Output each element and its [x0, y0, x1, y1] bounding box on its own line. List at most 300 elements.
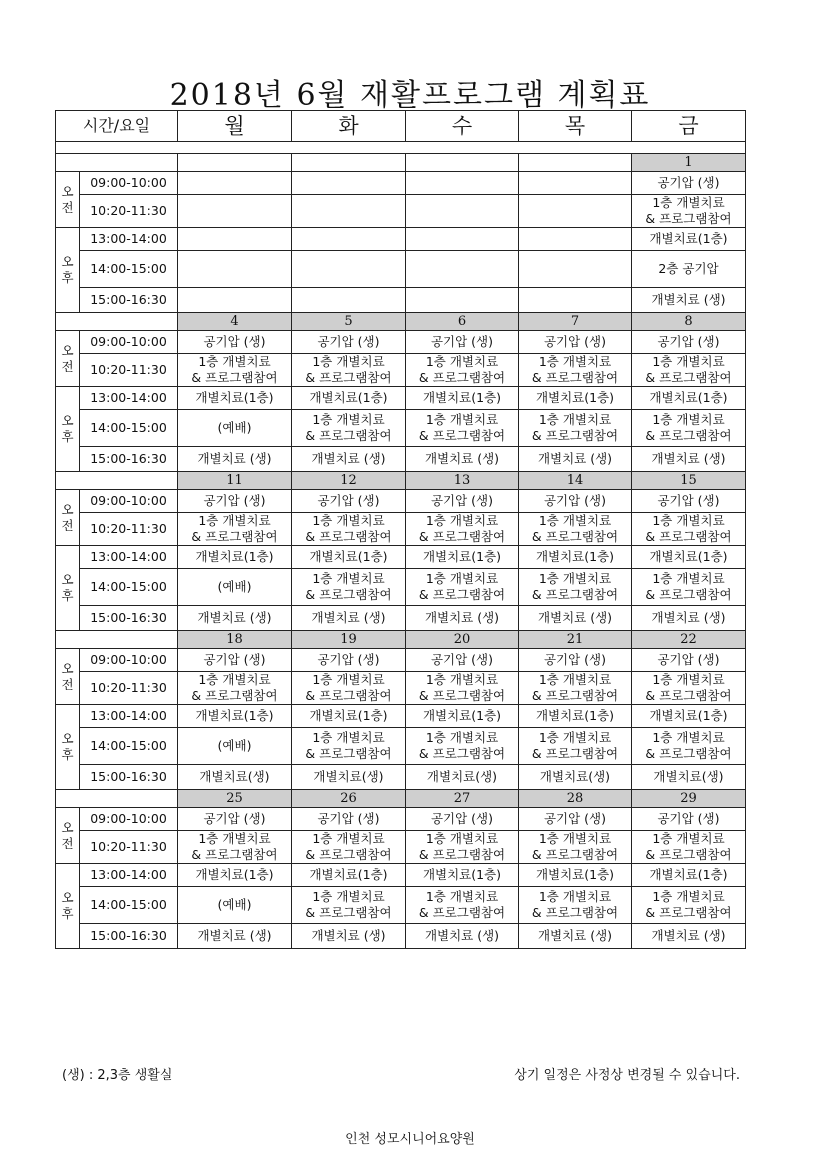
time-slot: 13:00-14:00	[80, 387, 178, 410]
program-text: 개별치료 (생)	[651, 928, 726, 943]
program-text: 1층 개별치료	[312, 889, 385, 904]
program-text: & 프로그램참여	[191, 529, 278, 544]
program-cell	[178, 410, 292, 447]
program-cell	[632, 728, 746, 765]
program-cell	[406, 288, 519, 313]
program-text: (예배)	[217, 897, 252, 912]
program-text: 1층 개별치료	[312, 730, 385, 745]
period-char: 오	[61, 660, 74, 676]
program-cell	[178, 447, 292, 472]
program-text: 1층 개별치료	[538, 730, 612, 745]
program-cell	[292, 251, 406, 288]
program-text: 1층 개별치료	[425, 571, 499, 586]
time-slot: 15:00-16:30	[80, 765, 178, 790]
time-slot: 09:00-10:00	[80, 490, 178, 513]
program-text: 공기압 (생)	[543, 334, 607, 349]
schedule-row	[56, 606, 746, 631]
program-text: 1층 개별치료	[652, 730, 725, 745]
date-cell: 28	[519, 790, 632, 808]
program-text: 1층 개별치료	[198, 354, 271, 369]
morning-label	[56, 331, 80, 387]
program-text: & 프로그램참여	[418, 847, 506, 862]
period-char: 후	[61, 588, 74, 603]
program-text: 개별치료 (생)	[197, 451, 272, 466]
program-cell	[178, 808, 292, 831]
program-text: 1층 개별치료	[538, 889, 612, 904]
change-notice: 상기 일정은 사정상 변경될 수 있습니다.	[514, 1068, 740, 1083]
program-cell	[178, 490, 292, 513]
date-cell: 8	[632, 313, 746, 331]
date-row-blank	[56, 154, 178, 172]
schedule-row	[56, 228, 746, 251]
program-text: & 프로그램참여	[418, 529, 506, 544]
program-text: & 프로그램참여	[531, 370, 619, 385]
date-cell: 14	[519, 472, 632, 490]
program-cell	[632, 410, 746, 447]
program-cell	[406, 354, 519, 387]
program-text: & 프로그램참여	[418, 370, 506, 385]
program-text: 개별치료 (생)	[424, 610, 500, 625]
program-text: 개별치료 (생)	[537, 610, 613, 625]
date-row-blank	[56, 631, 178, 649]
program-text: 개별치료(1층)	[649, 549, 728, 564]
program-text: & 프로그램참여	[191, 370, 278, 385]
program-text: 공기압 (생)	[430, 493, 494, 508]
program-cell	[292, 387, 406, 410]
date-cell: 6	[406, 313, 519, 331]
program-text: 개별치료(1층)	[649, 390, 728, 405]
program-cell	[632, 195, 746, 228]
program-text: & 프로그램참여	[305, 428, 392, 443]
program-text: 개별치료(1층)	[309, 708, 388, 723]
footnote: (생) : 2,3층 생활실	[62, 1068, 173, 1083]
afternoon-label	[56, 387, 80, 472]
program-text: 개별치료 (생)	[424, 451, 500, 466]
day-header-fri: 금	[632, 111, 746, 142]
program-cell	[406, 649, 519, 672]
program-text: 1층 개별치료	[538, 831, 612, 846]
period-char: 오	[61, 731, 74, 746]
program-text: 1층 개별치료	[312, 571, 385, 586]
program-text: 1층 개별치료	[198, 672, 271, 687]
program-text: 개별치료(1층)	[649, 231, 728, 246]
date-cell: 20	[406, 631, 519, 649]
time-slot: 14:00-15:00	[80, 251, 178, 288]
time-slot: 14:00-15:00	[80, 887, 178, 924]
date-cell: 22	[632, 631, 746, 649]
program-text: & 프로그램참여	[531, 746, 619, 761]
program-text: & 프로그램참여	[645, 847, 732, 862]
program-cell	[632, 808, 746, 831]
period-char: 후	[61, 270, 74, 285]
time-slot: 15:00-16:30	[80, 447, 178, 472]
schedule-row	[56, 172, 746, 195]
date-cell	[178, 154, 292, 172]
page-title: 2018년 6월 재활프로그램 계획표	[169, 78, 651, 113]
program-cell	[632, 765, 746, 790]
program-text: & 프로그램참여	[531, 847, 619, 862]
program-cell	[519, 887, 632, 924]
program-text: & 프로그램참여	[531, 905, 619, 920]
date-cell	[406, 154, 519, 172]
schedule-row	[56, 288, 746, 313]
program-cell	[406, 410, 519, 447]
program-text: 개별치료(생)	[539, 769, 611, 784]
program-text: & 프로그램참여	[645, 746, 732, 761]
afternoon-label	[56, 228, 80, 313]
program-cell	[632, 705, 746, 728]
program-text: 공기압 (생)	[657, 334, 720, 349]
program-cell	[178, 387, 292, 410]
program-cell	[519, 288, 632, 313]
schedule-row	[56, 864, 746, 887]
time-slot: 15:00-16:30	[80, 288, 178, 313]
program-cell	[292, 705, 406, 728]
program-cell	[406, 765, 519, 790]
program-cell	[519, 569, 632, 606]
period-char: 오	[61, 890, 74, 905]
schedule-row	[56, 490, 746, 513]
program-cell	[292, 924, 406, 949]
program-cell	[519, 649, 632, 672]
program-cell	[406, 705, 519, 728]
program-cell	[178, 831, 292, 864]
program-cell	[406, 228, 519, 251]
program-cell	[292, 808, 406, 831]
program-cell	[406, 251, 519, 288]
time-slot: 13:00-14:00	[80, 864, 178, 887]
program-text: 개별치료 (생)	[424, 928, 500, 943]
program-cell	[519, 606, 632, 631]
program-text: 1층 개별치료	[538, 571, 612, 586]
program-cell	[292, 513, 406, 546]
program-text: & 프로그램참여	[645, 587, 732, 602]
afternoon-label	[56, 546, 80, 631]
program-text: 1층 개별치료	[538, 672, 612, 687]
program-text: 1층 개별치료	[652, 571, 725, 586]
schedule-row	[56, 546, 746, 569]
schedule-row	[56, 808, 746, 831]
program-text: & 프로그램참여	[305, 529, 392, 544]
time-slot: 09:00-10:00	[80, 331, 178, 354]
program-cell	[632, 672, 746, 705]
period-char: 전	[61, 358, 74, 374]
date-cell: 29	[632, 790, 746, 808]
program-text: (예배)	[217, 420, 252, 435]
program-cell	[519, 228, 632, 251]
date-cell: 7	[519, 313, 632, 331]
time-slot: 14:00-15:00	[80, 569, 178, 606]
program-cell	[632, 490, 746, 513]
schedule-row	[56, 569, 746, 606]
day-header-thu: 목	[519, 111, 632, 142]
program-cell	[292, 331, 406, 354]
program-text: & 프로그램참여	[305, 370, 392, 385]
program-text: 2층 공기압	[658, 261, 719, 276]
program-text: 개별치료(1층)	[422, 549, 502, 564]
schedule-row	[56, 765, 746, 790]
program-cell	[519, 410, 632, 447]
program-text: 공기압 (생)	[657, 493, 720, 508]
program-text: & 프로그램참여	[418, 587, 506, 602]
program-cell	[178, 354, 292, 387]
program-cell	[519, 728, 632, 765]
program-cell	[292, 728, 406, 765]
period-char: 후	[61, 747, 74, 762]
schedule-row	[56, 195, 746, 228]
program-text: 개별치료(1층)	[195, 708, 274, 723]
time-slot: 09:00-10:00	[80, 808, 178, 831]
program-text: 개별치료 (생)	[651, 451, 726, 466]
program-text: 1층 개별치료	[652, 831, 725, 846]
program-cell	[519, 331, 632, 354]
schedule-row	[56, 513, 746, 546]
program-cell	[632, 546, 746, 569]
program-text: 공기압 (생)	[543, 652, 607, 667]
time-slot: 13:00-14:00	[80, 546, 178, 569]
program-text: 개별치료(1층)	[535, 390, 615, 405]
program-cell	[406, 195, 519, 228]
program-cell	[632, 331, 746, 354]
program-text: & 프로그램참여	[531, 428, 619, 443]
program-text: & 프로그램참여	[531, 688, 619, 703]
program-text: 1층 개별치료	[538, 354, 612, 369]
program-text: 1층 개별치료	[312, 354, 385, 369]
program-text: 공기압 (생)	[203, 334, 266, 349]
program-cell	[519, 831, 632, 864]
program-cell	[406, 606, 519, 631]
program-text: 개별치료(1층)	[535, 708, 615, 723]
program-text: 1층 개별치료	[652, 412, 725, 427]
time-slot: 10:20-11:30	[80, 513, 178, 546]
schedule-row	[56, 831, 746, 864]
program-cell	[519, 447, 632, 472]
time-slot: 10:20-11:30	[80, 354, 178, 387]
program-text: 1층 개별치료	[652, 513, 725, 528]
program-cell	[632, 864, 746, 887]
period-char: 후	[61, 906, 74, 921]
program-text: 개별치료 (생)	[197, 928, 272, 943]
program-text: & 프로그램참여	[305, 688, 392, 703]
schedule-row	[56, 728, 746, 765]
schedule-row	[56, 924, 746, 949]
schedule-row	[56, 410, 746, 447]
day-header-wed: 수	[406, 111, 519, 142]
period-char: 전	[61, 517, 74, 533]
program-text: 개별치료 (생)	[197, 610, 272, 625]
program-text: & 프로그램참여	[645, 529, 732, 544]
program-cell	[519, 387, 632, 410]
program-text: 1층 개별치료	[312, 412, 385, 427]
program-cell	[406, 887, 519, 924]
header-row	[56, 111, 746, 142]
schedule-row	[56, 447, 746, 472]
program-cell	[292, 490, 406, 513]
program-text: 개별치료(1층)	[195, 390, 274, 405]
program-text: & 프로그램참여	[305, 847, 392, 862]
program-cell	[519, 765, 632, 790]
date-cell: 18	[178, 631, 292, 649]
time-slot: 10:20-11:30	[80, 195, 178, 228]
program-cell	[178, 887, 292, 924]
program-cell	[406, 924, 519, 949]
time-slot: 15:00-16:30	[80, 606, 178, 631]
program-text: 개별치료(1층)	[649, 708, 728, 723]
date-cell: 15	[632, 472, 746, 490]
morning-label	[56, 490, 80, 546]
program-text: (예배)	[217, 579, 252, 594]
program-text: & 프로그램참여	[191, 847, 278, 862]
program-cell	[178, 705, 292, 728]
program-cell	[406, 513, 519, 546]
time-slot: 15:00-16:30	[80, 924, 178, 949]
date-cell: 12	[292, 472, 406, 490]
program-text: & 프로그램참여	[191, 688, 278, 703]
program-text: 1층 개별치료	[425, 412, 499, 427]
program-cell	[292, 765, 406, 790]
program-cell	[178, 672, 292, 705]
program-cell	[292, 831, 406, 864]
program-cell	[406, 672, 519, 705]
program-cell	[292, 354, 406, 387]
program-cell	[519, 705, 632, 728]
time-slot: 14:00-15:00	[80, 728, 178, 765]
date-cell: 25	[178, 790, 292, 808]
program-text: 1층 개별치료	[538, 412, 612, 427]
time-slot: 09:00-10:00	[80, 649, 178, 672]
program-cell	[178, 546, 292, 569]
program-text: & 프로그램참여	[645, 211, 732, 226]
program-text: 1층 개별치료	[425, 889, 499, 904]
program-cell	[632, 387, 746, 410]
period-char: 전	[61, 199, 74, 215]
period-char: 오	[61, 501, 74, 517]
date-row	[56, 631, 746, 649]
program-text: & 프로그램참여	[418, 905, 506, 920]
date-row-blank	[56, 472, 178, 490]
program-text: & 프로그램참여	[418, 688, 506, 703]
time-slot: 10:20-11:30	[80, 831, 178, 864]
program-cell	[406, 569, 519, 606]
program-text: 공기압 (생)	[317, 493, 380, 508]
program-text: 1층 개별치료	[652, 672, 725, 687]
program-cell	[632, 606, 746, 631]
program-cell	[406, 864, 519, 887]
program-cell	[178, 172, 292, 195]
schedule-row	[56, 705, 746, 728]
date-cell: 19	[292, 631, 406, 649]
program-cell	[292, 288, 406, 313]
date-row	[56, 790, 746, 808]
program-cell	[178, 728, 292, 765]
program-text: & 프로그램참여	[645, 905, 732, 920]
program-cell	[519, 490, 632, 513]
program-text: 공기압 (생)	[430, 652, 494, 667]
spacer-cell	[56, 142, 746, 154]
program-cell	[406, 728, 519, 765]
program-cell	[519, 546, 632, 569]
period-char: 오	[61, 254, 74, 269]
program-cell	[632, 569, 746, 606]
morning-label	[56, 808, 80, 864]
date-cell: 11	[178, 472, 292, 490]
schedule-row	[56, 354, 746, 387]
program-cell	[292, 569, 406, 606]
program-cell	[178, 864, 292, 887]
program-text: 1층 개별치료	[652, 354, 725, 369]
program-text: (예배)	[217, 738, 252, 753]
date-cell	[519, 154, 632, 172]
program-cell	[519, 864, 632, 887]
date-cell: 21	[519, 631, 632, 649]
program-cell	[519, 251, 632, 288]
program-cell	[292, 172, 406, 195]
program-text: 공기압 (생)	[317, 652, 380, 667]
schedule-row	[56, 887, 746, 924]
program-text: 개별치료(1층)	[309, 390, 388, 405]
date-cell: 13	[406, 472, 519, 490]
program-cell	[178, 331, 292, 354]
program-text: 개별치료(1층)	[535, 549, 615, 564]
program-text: & 프로그램참여	[531, 529, 619, 544]
period-char: 오	[61, 819, 74, 835]
program-text: 1층 개별치료	[198, 513, 271, 528]
program-text: & 프로그램참여	[418, 746, 506, 761]
program-cell	[519, 172, 632, 195]
program-cell	[632, 288, 746, 313]
program-text: 1층 개별치료	[312, 831, 385, 846]
program-text: 1층 개별치료	[425, 354, 499, 369]
program-cell	[178, 288, 292, 313]
program-text: 공기압 (생)	[657, 175, 720, 190]
program-cell	[519, 808, 632, 831]
program-cell	[632, 924, 746, 949]
program-text: & 프로그램참여	[645, 688, 732, 703]
program-cell	[406, 831, 519, 864]
program-cell	[632, 228, 746, 251]
schedule-row	[56, 672, 746, 705]
program-text: 개별치료 (생)	[311, 928, 386, 943]
spacer-row	[56, 142, 746, 154]
program-cell	[406, 447, 519, 472]
program-cell	[292, 447, 406, 472]
program-text: 공기압 (생)	[543, 811, 607, 826]
program-text: & 프로그램참여	[305, 905, 392, 920]
program-text: 공기압 (생)	[203, 493, 266, 508]
program-text: 1층 개별치료	[198, 831, 271, 846]
program-text: & 프로그램참여	[305, 746, 392, 761]
program-text: 공기압 (생)	[203, 652, 266, 667]
time-slot: 10:20-11:30	[80, 672, 178, 705]
organization-name: 인천 성모시니어요양원	[345, 1132, 475, 1147]
program-text: 개별치료(1층)	[649, 867, 728, 882]
date-row	[56, 313, 746, 331]
program-cell	[632, 354, 746, 387]
time-slot: 14:00-15:00	[80, 410, 178, 447]
program-cell	[519, 354, 632, 387]
program-text: 개별치료 (생)	[311, 451, 386, 466]
schedule-row	[56, 649, 746, 672]
program-text: 공기압 (생)	[430, 811, 494, 826]
program-text: 공기압 (생)	[543, 493, 607, 508]
program-cell	[406, 387, 519, 410]
afternoon-label	[56, 705, 80, 790]
date-row	[56, 154, 746, 172]
program-cell	[519, 513, 632, 546]
program-cell	[292, 410, 406, 447]
program-text: 공기압 (생)	[317, 334, 380, 349]
program-cell	[178, 924, 292, 949]
